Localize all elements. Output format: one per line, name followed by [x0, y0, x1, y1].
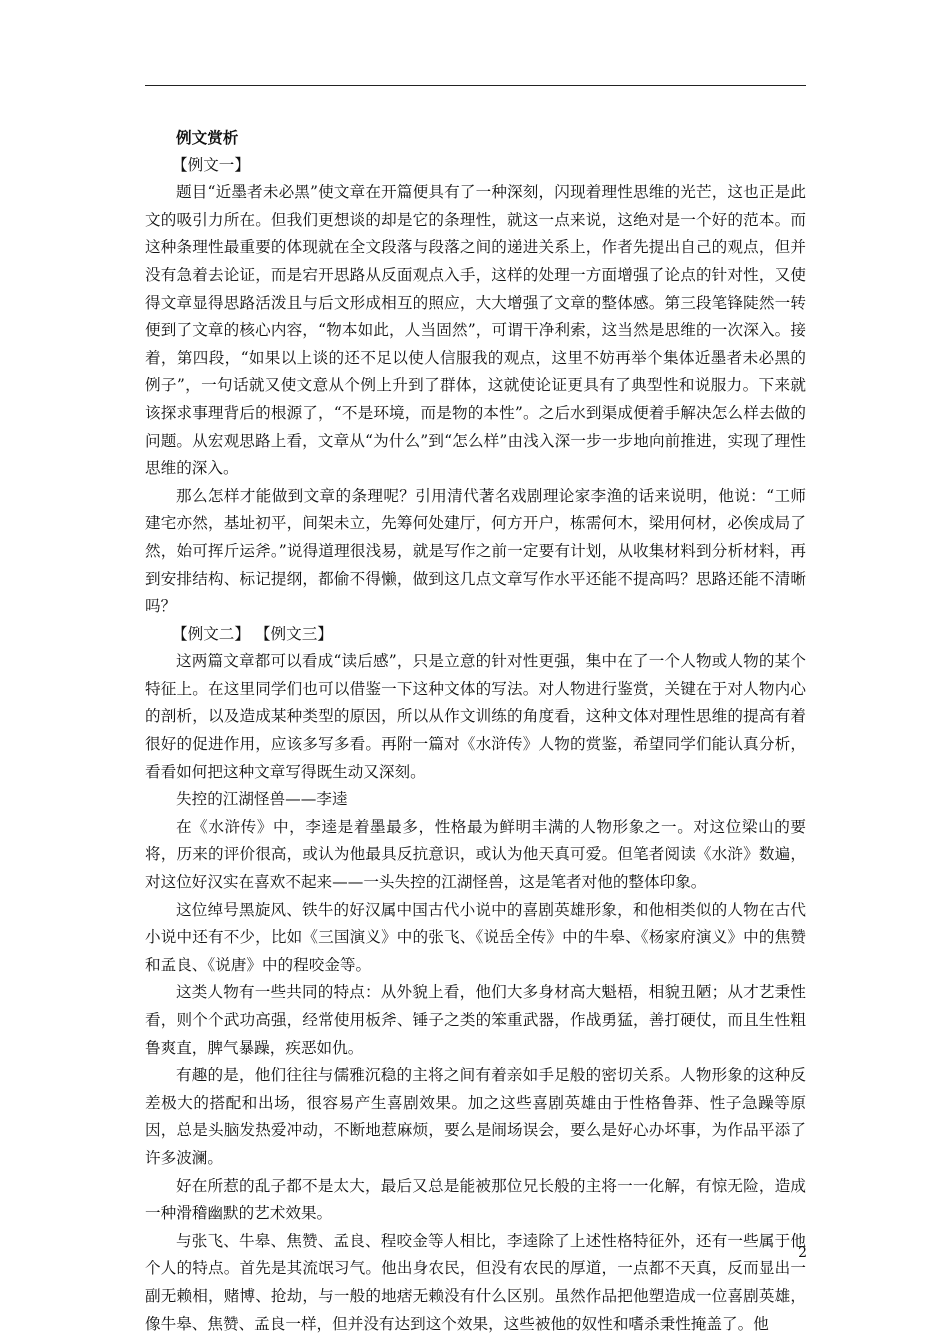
page-number: 2: [798, 1245, 807, 1261]
paragraph-2: 那么怎样才能做到文章的条理呢？引用清代著名戏剧理论家李渔的话来说明，他说：“工师建宅亦然，基址初平，间架未立，先筹何处建厅，何方开户，栋需何木，梁用何材，必俟成局了然，始可挥斤运斧。”说得道理很浅易，就是写作之前一定要有计划，从收集材料到分析材料，再到安排结构、标记提纲，都偷不得懒，做到这几点文章写作水平还能不提高吗？思路还能不清晰吗？: [145, 486, 806, 616]
section-title: 例文赏析: [176, 128, 239, 147]
paragraph-8: 好在所惹的乱子都不是太大，最后又总是能被那位兄长般的主将一一化解，有惊无险，造成一种滑稽幽默的艺术效果。: [145, 1176, 806, 1223]
example-label-1: 【例文一】: [172, 155, 250, 174]
paragraph-6: 这类人物有一些共同的特点：从外貌上看，他们大多身材高大魁梧，相貌丑陋；从才艺秉性看，则个个武功高强，经常使用板斧、锤子之类的笨重武器，作战勇猛，善打硬仗，而且生性粗鲁爽直，脾气暴躁，疾恶如仇。: [145, 983, 806, 1057]
example-label-2-3: 【例文二】 【例文三】: [172, 624, 333, 643]
document-body: [145, 124, 806, 1338]
header-rule: [145, 85, 806, 86]
paragraph-7: 有趣的是，他们往往与儒雅沉稳的主将之间有着亲如手足般的密切关系。人物形象的这种反差极大的搭配和出场，很容易产生喜剧效果。加之这些喜剧英雄由于性格鲁莽、性子急躁等原因，总是头脑发热爱冲动，不断地惹麻烦，要么是闹场误会，要么是好心办坏事，为作品平添了许多波澜。: [145, 1066, 806, 1167]
paragraph-9: 与张飞、牛皋、焦赞、孟良、程咬金等人相比，李逵除了上述性格特征外，还有一些属于他个人的特点。首先是其流氓习气。他出身农民，但没有农民的厚道，一点都不天真，反而显出一副无赖相，赌博、抢劫，与一般的地痞无赖没有什么区别。虽然作品把他塑造成一位喜剧英雄，像牛皋、焦赞、孟良一样，但并没有达到这个效果，这些被他的奴性和嗜杀秉性掩盖了。他: [145, 1231, 806, 1333]
paragraph-3: 这两篇文章都可以看成“读后感”，只是立意的针对性更强，集中在了一个人物或人物的某个特征上。在这里同学们也可以借鉴一下这种文体的写法。对人物进行鉴赏，关键在于对人物内心的剖析，以及造成某种类型的原因，所以从作文训练的角度看，这种文体对理性思维的提高有着很好的促进作用，应该多写多看。再附一篇对《水浒传》人物的赏鉴，希望同学们能认真分析，看看如何把这种文章写得既生动又深刻。: [145, 652, 806, 781]
paragraph-5: 这位绰号黑旋风、铁牛的好汉属中国古代小说中的喜剧英雄形象，和他相类似的人物在古代小说中还有不少，比如《三国演义》中的张飞、《说岳全传》中的牛皋、《杨家府演义》中的焦赞和孟良、《说唐》中的程咬金等。: [145, 900, 806, 974]
essay-title: 失控的江湖怪兽——李逵: [176, 790, 348, 809]
paragraph-1: 题目“近墨者未必黑”使文章在开篇便具有了一种深刻，闪现着理性思维的光芒，这也正是此文的吸引力所在。但我们更想谈的却是它的条理性，就这一点来说，这绝对是一个好的范本。而这种条理性最重要的体现就在全文段落与段落之间的递进关系上，作者先提出自己的观点，但并没有急着去论证，而是宕开思路从反面观点入手，这样的处理一方面增强了论点的针对性，又使得文章显得思路活泼且与后文形成相互的照应，大大增强了文章的整体感。第三段笔锋陡然一转便到了文章的核心内容，“物本如此，人当固然”，可谓干净利索，这当然是思维的一次深入。接着，第四段，“如果以上谈的还不足以使人信服我的观点，这里不妨再举个集体近墨者未必黑的例子”，一句话就又使文意从个例上升到了群体，这就使论证更具有了典型性和说服力。下来就该探求事理背后的根源了，“不是环境，而是物的本性”。之后水到渠成便着手解决怎么样去做的问题。从宏观思路上看，文章从“为什么”到“怎么样”由浅入深一步一步地向前推进，实现了理性思维的深入。: [145, 183, 806, 478]
paragraph-4: 在《水浒传》中，李逵是着墨最多，性格最为鲜明丰满的人物形象之一。对这位梁山的要将，历来的评价很高，或认为他最具反抗意识，或认为他天真可爱。但笔者阅读《水浒》数遍，对这位好汉实在喜欢不起来——一头失控的江湖怪兽，这是笔者对他的整体印象。: [145, 817, 806, 892]
